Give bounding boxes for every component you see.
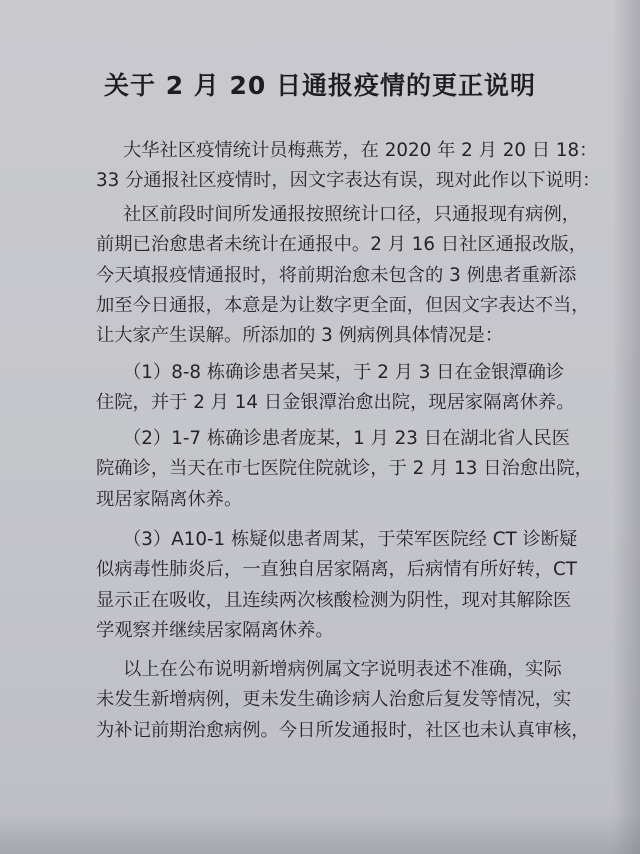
paragraph-background: [96, 200, 590, 351]
text-line: （2）1-7 栋确诊患者庞某，1 月 23 日在湖北省人民医: [123, 428, 570, 449]
paragraph-case-3: [96, 525, 578, 646]
page-shadow: [612, 0, 640, 854]
text-line: 加至今日通报，本意是为让数字更全面，但因文字表达不当，: [96, 294, 590, 316]
text-line: （3）A10-1 栋疑似患者周某，于荣军医院经 CT 诊断疑: [123, 529, 578, 550]
text-line: 学观察并继续居家隔离休养。: [96, 619, 334, 641]
paragraph-case-2: [96, 424, 593, 515]
text-line: （1）8-8 栋确诊患者吴某，于 2 月 3 日在金银潭确诊: [123, 362, 565, 383]
paragraph-case-1: [96, 358, 575, 419]
text-line: 今天填报疫情通报时，将前期治愈未包含的 3 例患者重新添: [96, 264, 577, 286]
document-title: 关于 2 月 20 日通报疫情的更正说明: [103, 71, 536, 100]
text-line: 住院，并于 2 月 14 日金银潭治愈出院，现居家隔离休养。: [96, 392, 575, 414]
text-line: 让大家产生误解。所添加的 3 例病例具体情况是：: [96, 325, 504, 347]
page-shadow: [0, 814, 640, 854]
text-line: 33 分通报社区疫情时，因文字表达有误，现对此作以下说明：: [96, 170, 601, 192]
paragraph-conclusion: [96, 655, 590, 746]
text-line: 似病毒性肺炎后，一直独自居家隔离，后病情有所好转，CT: [96, 559, 577, 581]
text-line: 显示正在吸收，且连续两次核酸检测为阴性，现对其解除医: [96, 589, 572, 611]
text-line: 以上在公布说明新增病例属文字说明表述不准确，实际: [123, 659, 562, 680]
text-line: 社区前段时间所发通报按照统计口径，只通报现有病例，: [123, 204, 581, 225]
text-line: 现居家隔离休养。: [96, 488, 243, 510]
text-line: 院确诊，当天在市七医院住院就诊，于 2 月 13 日治愈出院，: [96, 458, 593, 480]
text-line: 大华社区疫情统计员梅燕芳，在 2020 年 2 月 20 日 18：: [123, 140, 598, 161]
text-line: 未发生新增病例，更未发生确诊病人治愈后复发等情况，实: [96, 689, 572, 711]
text-line: 前期已治愈患者未统计在通报中。2 月 16 日社区通报改版，: [96, 234, 588, 256]
paragraph-intro: [96, 136, 601, 197]
text-line: 为补记前期治愈病例。今日所发通报时，社区也未认真审核，: [96, 719, 590, 741]
